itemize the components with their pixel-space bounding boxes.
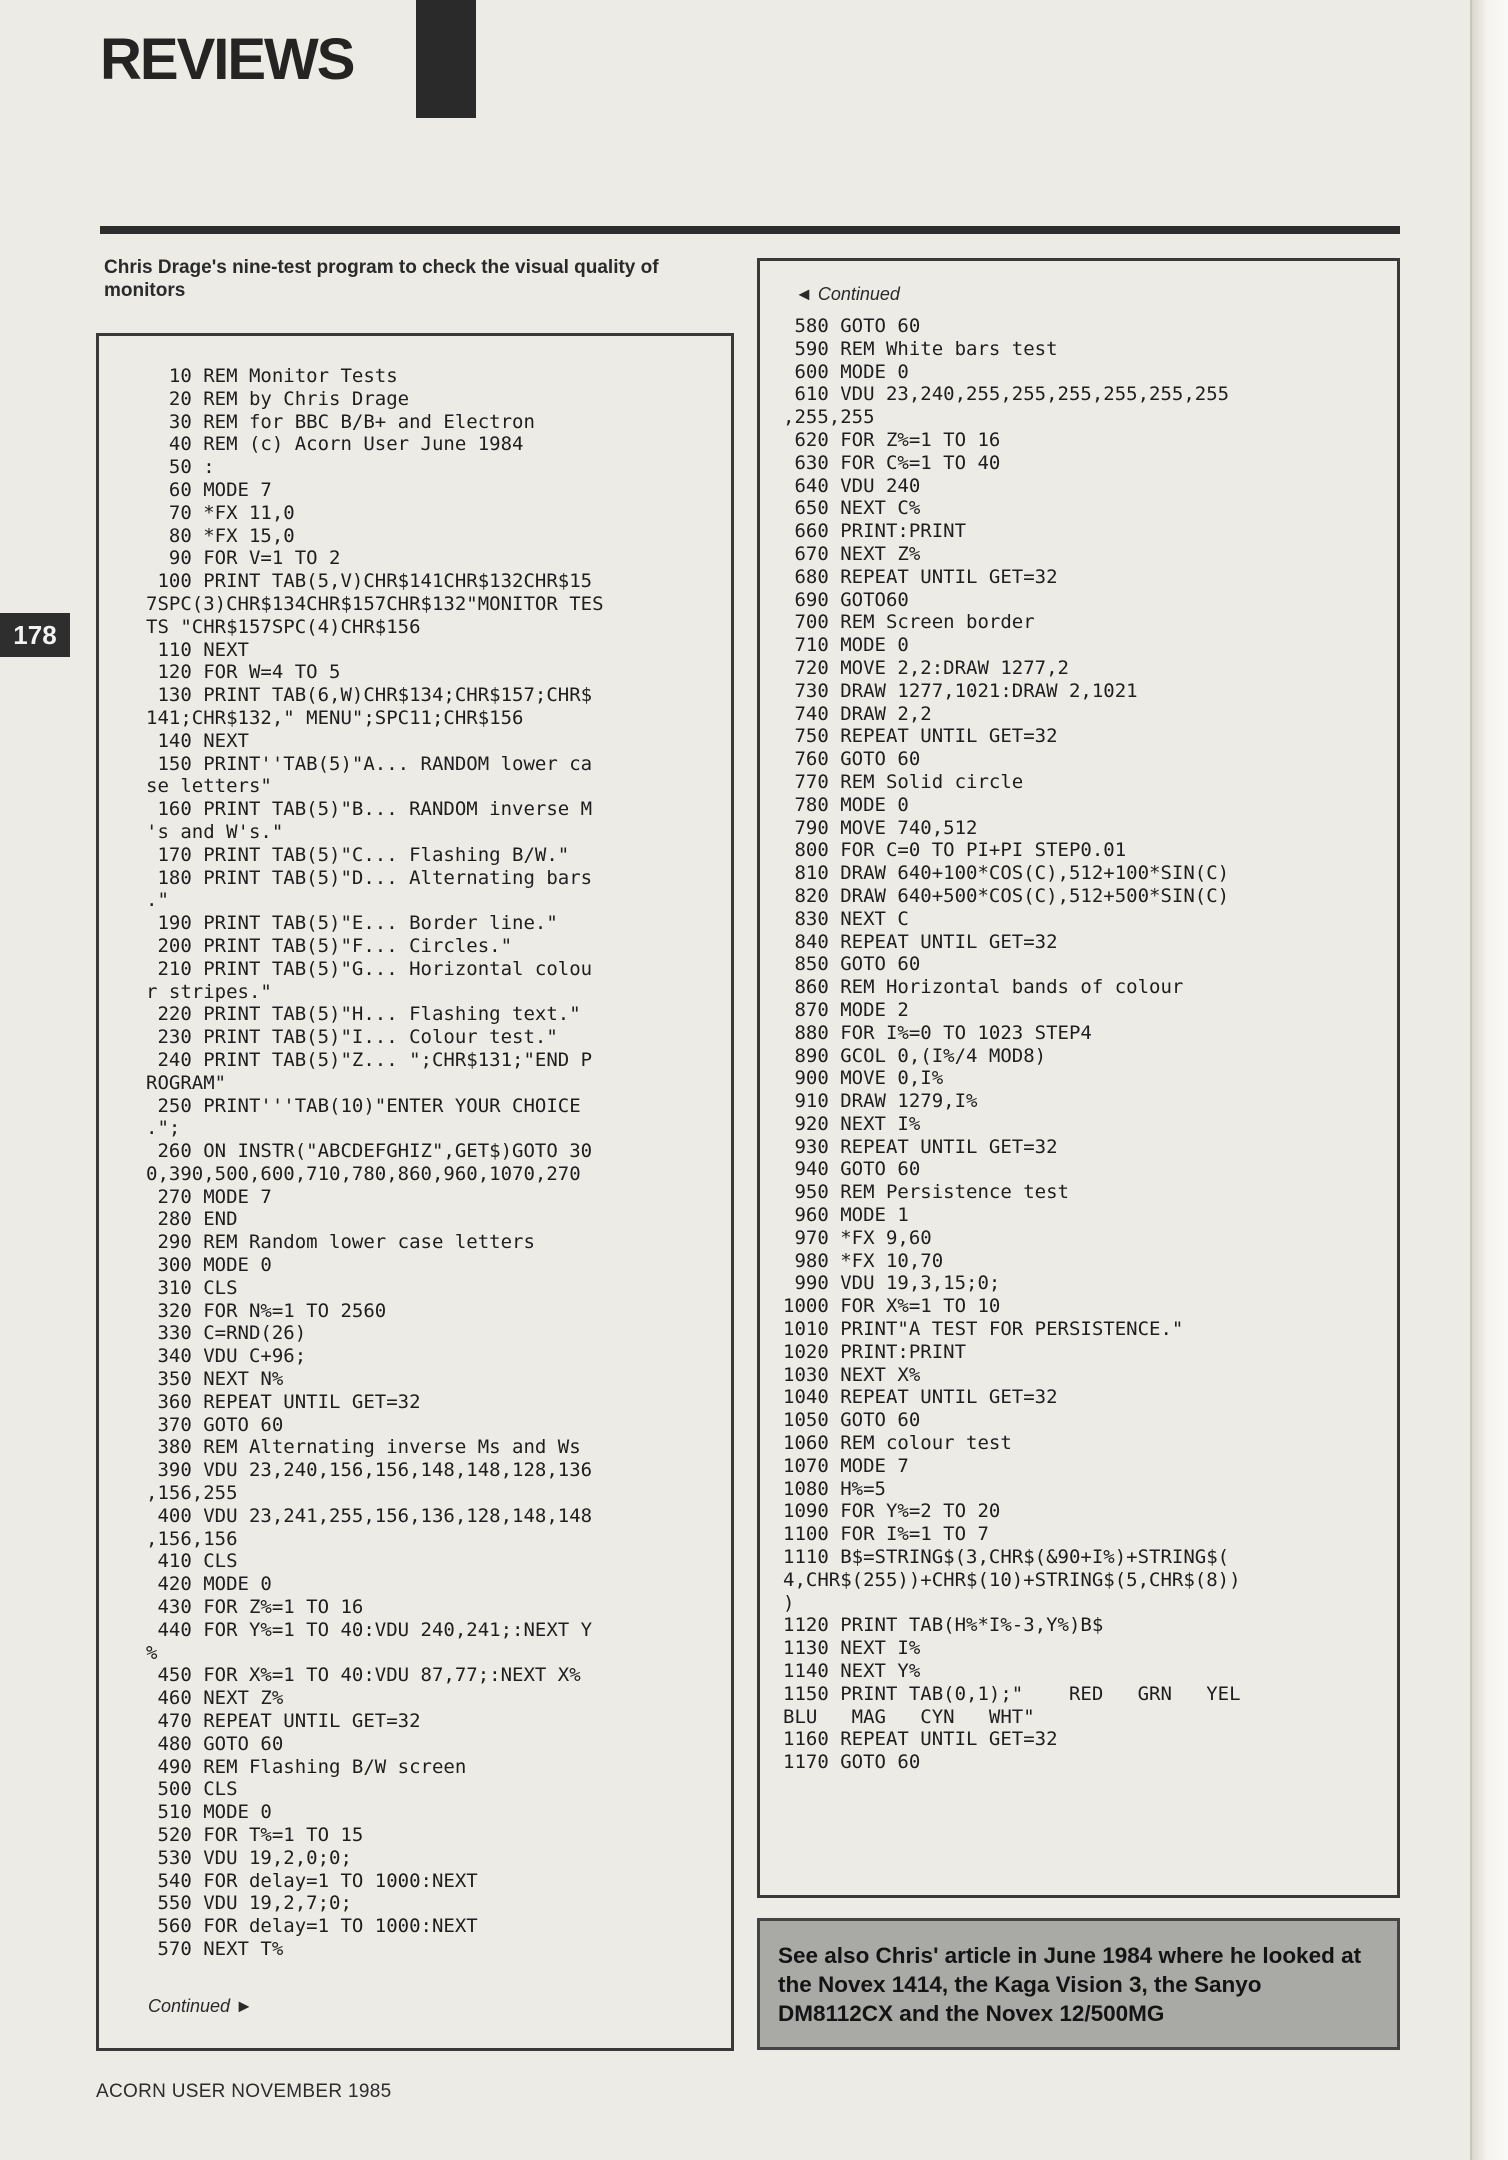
code-line: 190 PRINT TAB(5)"E... Border line." (146, 912, 558, 935)
code-line: 900 MOVE 0,I% (783, 1067, 944, 1090)
code-line: 160 PRINT TAB(5)"B... RANDOM inverse M (146, 798, 593, 821)
code-line: 470 REPEAT UNTIL GET=32 (146, 1710, 421, 1733)
header-rule (100, 226, 1400, 234)
code-line: 720 MOVE 2,2:DRAW 1277,2 (783, 656, 1069, 679)
code-line: 10 REM Monitor Tests (146, 365, 398, 387)
code-line: 1150 PRINT TAB(0,1);" RED GRN YEL (783, 1682, 1241, 1705)
code-line: 1050 GOTO 60 (783, 1409, 921, 1432)
code-line: 620 FOR Z%=1 TO 16 (783, 428, 1001, 451)
code-line: 980 *FX 10,70 (783, 1249, 944, 1272)
code-line: 850 GOTO 60 (783, 953, 921, 976)
code-line: 750 REPEAT UNTIL GET=32 (783, 725, 1058, 748)
code-line: 1110 B$=STRING$(3,CHR$(&90+I%)+STRING$( (783, 1546, 1230, 1569)
code-line: 4,CHR$(255))+CHR$(10)+STRING$(5,CHR$(8)) (783, 1568, 1241, 1591)
code-line: 1060 REM colour test (783, 1432, 1012, 1455)
code-line: se letters" (146, 775, 272, 798)
code-line: 380 REM Alternating inverse Ms and Ws (146, 1436, 581, 1459)
code-line: 170 PRINT TAB(5)"C... Flashing B/W." (146, 843, 570, 866)
code-line: 400 VDU 23,241,255,156,136,128,148,148 (146, 1504, 593, 1527)
code-line: 1160 REPEAT UNTIL GET=32 (783, 1728, 1058, 1751)
code-line: 510 MODE 0 (146, 1801, 272, 1824)
code-line: 270 MODE 7 (146, 1185, 272, 1208)
code-line: 350 NEXT N% (146, 1368, 284, 1391)
code-line: 630 FOR C%=1 TO 40 (783, 451, 1001, 474)
code-line: 60 MODE 7 (146, 478, 272, 501)
code-line: 150 PRINT''TAB(5)"A... RANDOM lower ca (146, 752, 593, 775)
code-line: 300 MODE 0 (146, 1254, 272, 1277)
code-line: 1030 NEXT X% (783, 1363, 921, 1386)
code-line: ROGRAM" (146, 1071, 227, 1094)
code-line: 30 REM for BBC B/B+ and Electron (146, 410, 535, 433)
code-line: 700 REM Screen border (783, 611, 1035, 634)
code-line: ."; (146, 1117, 181, 1140)
code-line: 130 PRINT TAB(6,W)CHR$134;CHR$157;CHR$ (146, 684, 593, 707)
title-block (416, 0, 476, 118)
code-line: 420 MODE 0 (146, 1573, 272, 1596)
code-line: ) (783, 1591, 795, 1614)
code-line: 500 CLS (146, 1778, 238, 1801)
code-line: 930 REPEAT UNTIL GET=32 (783, 1135, 1058, 1158)
code-line: 940 GOTO 60 (783, 1158, 921, 1181)
code-line: 1170 GOTO 60 (783, 1751, 921, 1774)
code-line: 480 GOTO 60 (146, 1732, 284, 1755)
code-line: 1040 REPEAT UNTIL GET=32 (783, 1386, 1058, 1409)
code-line: 220 PRINT TAB(5)"H... Flashing text." (146, 1003, 581, 1026)
code-line: 990 VDU 19,3,15;0; (783, 1272, 1001, 1295)
code-line: 280 END (146, 1208, 238, 1231)
code-line: 570 NEXT T% (146, 1937, 284, 1960)
continued-from-note: ◄ Continued (795, 284, 900, 304)
code-line: 820 DRAW 640+500*COS(C),512+500*SIN(C) (783, 884, 1230, 907)
code-line: 50 : (146, 456, 215, 479)
code-line: TS "CHR$157SPC(4)CHR$156 (146, 615, 421, 638)
code-line: 310 CLS (146, 1276, 238, 1299)
code-line: 320 FOR N%=1 TO 2560 (146, 1299, 387, 1322)
code-line: 140 NEXT (146, 729, 249, 752)
code-line: 260 ON INSTR("ABCDEFGHIZ",GET$)GOTO 30 (146, 1140, 593, 1163)
code-line: 920 NEXT I% (783, 1112, 921, 1135)
code-line: 80 *FX 15,0 (146, 524, 295, 547)
listing-caption: Chris Drage's nine-test program to check the visual quality of monitors (104, 257, 659, 301)
code-line: 790 MOVE 740,512 (783, 816, 978, 839)
code-line: BLU MAG CYN WHT" (783, 1705, 1035, 1728)
code-line: 950 REM Persistence test (783, 1181, 1069, 1204)
code-line: 430 FOR Z%=1 TO 16 (146, 1596, 364, 1619)
code-line: 910 DRAW 1279,I% (783, 1090, 978, 1113)
code-line: 100 PRINT TAB(5,V)CHR$141CHR$132CHR$15 (146, 570, 593, 593)
code-line: 650 NEXT C% (783, 497, 921, 520)
code-line: 670 NEXT Z% (783, 542, 921, 565)
code-line: ,156,156 (146, 1527, 238, 1550)
code-line: 740 DRAW 2,2 (783, 702, 932, 725)
code-line: 800 FOR C=0 TO PI+PI STEP0.01 (783, 839, 1127, 862)
page-number-tab: 178 (0, 613, 70, 657)
code-line: 520 FOR T%=1 TO 15 (146, 1824, 364, 1846)
code-line: 860 REM Horizontal bands of colour (783, 976, 1184, 999)
code-line: 1020 PRINT:PRINT (783, 1340, 967, 1363)
code-line: 370 GOTO 60 (146, 1413, 284, 1436)
code-line: 200 PRINT TAB(5)"F... Circles." (146, 934, 513, 957)
continued-note: Continued ► (148, 1996, 253, 2016)
code-line: 490 REM Flashing B/W screen (146, 1755, 467, 1778)
code-line: 250 PRINT'''TAB(10)"ENTER YOUR CHOICE (146, 1094, 581, 1117)
left-code-listing (146, 365, 604, 1961)
code-line: 290 REM Random lower case letters (146, 1231, 535, 1254)
code-line: 240 PRINT TAB(5)"Z... ";CHR$131;"END P (146, 1048, 593, 1071)
code-line: 1080 H%=5 (783, 1477, 886, 1500)
code-line: 870 MODE 2 (783, 998, 909, 1021)
code-line: 890 GCOL 0,(I%/4 MOD8) (783, 1044, 1047, 1067)
code-line: 550 VDU 19,2,7;0; (146, 1892, 352, 1915)
code-line: 780 MODE 0 (783, 793, 909, 816)
code-line: 770 REM Solid circle (783, 770, 1024, 793)
code-line: 640 VDU 240 (783, 474, 921, 497)
code-line: 1130 NEXT I% (783, 1637, 921, 1660)
code-line: 540 FOR delay=1 TO 1000:NEXT (146, 1869, 478, 1892)
code-line: 690 GOTO60 (783, 588, 909, 611)
code-line: ,156,255 (146, 1482, 238, 1505)
code-line: 's and W's." (146, 820, 284, 843)
code-line: 440 FOR Y%=1 TO 40:VDU 240,241;:NEXT Y (146, 1618, 593, 1641)
code-line: 110 NEXT (146, 638, 249, 661)
code-line: 390 VDU 23,240,156,156,148,148,128,136 (146, 1459, 593, 1482)
code-line: 600 MODE 0 (783, 360, 909, 383)
code-line: 40 REM (c) Acorn User June 1984 (146, 433, 524, 456)
right-code-listing (783, 315, 1241, 1774)
code-line: 210 PRINT TAB(5)"G... Horizontal colou (146, 957, 593, 980)
code-line: 20 REM by Chris Drage (146, 387, 410, 410)
code-line: 460 NEXT Z% (146, 1687, 284, 1710)
code-line: 340 VDU C+96; (146, 1345, 307, 1368)
code-line: 90 FOR V=1 TO 2 (146, 547, 341, 570)
code-line: 560 FOR delay=1 TO 1000:NEXT (146, 1915, 478, 1938)
section-title: REVIEWS (100, 27, 354, 92)
code-line: 70 *FX 11,0 (146, 501, 295, 524)
code-line: 360 REPEAT UNTIL GET=32 (146, 1390, 421, 1413)
code-line: 1090 FOR Y%=2 TO 20 (783, 1500, 1001, 1523)
code-line: % (146, 1641, 158, 1664)
code-line: 880 FOR I%=0 TO 1023 STEP4 (783, 1021, 1092, 1044)
code-line: 730 DRAW 1277,1021:DRAW 2,1021 (783, 679, 1138, 702)
code-line: 680 REPEAT UNTIL GET=32 (783, 565, 1058, 588)
code-line: 120 FOR W=4 TO 5 (146, 661, 341, 684)
see-also-callout: See also Chris' article in June 1984 where he looked at the Novex 1414, the Kaga Vision 3, the Sanyo DM8112CX and the Novex 12/500MG (757, 1918, 1400, 2050)
code-line: 710 MODE 0 (783, 634, 909, 657)
code-line: 1140 NEXT Y% (783, 1660, 921, 1683)
code-line: 1100 FOR I%=1 TO 7 (783, 1523, 989, 1546)
code-line: 610 VDU 23,240,255,255,255,255,255,255 (783, 383, 1230, 406)
code-line: 590 REM White bars test (783, 337, 1058, 360)
code-line: 970 *FX 9,60 (783, 1226, 932, 1249)
code-line: 7SPC(3)CHR$134CHR$157CHR$132"MONITOR TES (146, 592, 604, 615)
code-line: 1010 PRINT"A TEST FOR PERSISTENCE." (783, 1318, 1184, 1341)
code-line: 180 PRINT TAB(5)"D... Alternating bars (146, 866, 593, 889)
code-line: 141;CHR$132," MENU";SPC11;CHR$156 (146, 706, 524, 729)
code-line: 410 CLS (146, 1550, 238, 1573)
code-line: 0,390,500,600,710,780,860,960,1070,270 (146, 1162, 581, 1185)
code-line: r stripes." (146, 980, 272, 1003)
code-line: 530 VDU 19,2,0;0; (146, 1846, 352, 1869)
code-line: 230 PRINT TAB(5)"I... Colour test." (146, 1026, 558, 1049)
code-line: 580 GOTO 60 (783, 315, 921, 337)
code-line: 830 NEXT C (783, 907, 909, 930)
footer-issue: ACORN USER NOVEMBER 1985 (96, 2081, 392, 2102)
code-line: 1000 FOR X%=1 TO 10 (783, 1295, 1001, 1318)
code-line: ." (146, 889, 169, 912)
code-line: 1120 PRINT TAB(H%*I%-3,Y%)B$ (783, 1614, 1104, 1637)
code-line: 660 PRINT:PRINT (783, 520, 967, 543)
code-line: 330 C=RND(26) (146, 1322, 307, 1345)
code-line: 760 GOTO 60 (783, 748, 921, 771)
code-line: 840 REPEAT UNTIL GET=32 (783, 930, 1058, 953)
code-line: ,255,255 (783, 406, 875, 429)
code-line: 960 MODE 1 (783, 1204, 909, 1227)
code-line: 450 FOR X%=1 TO 40:VDU 87,77;:NEXT X% (146, 1664, 581, 1687)
code-line: 1070 MODE 7 (783, 1454, 909, 1477)
page-edge (1470, 0, 1508, 2160)
code-line: 810 DRAW 640+100*COS(C),512+100*SIN(C) (783, 862, 1230, 885)
